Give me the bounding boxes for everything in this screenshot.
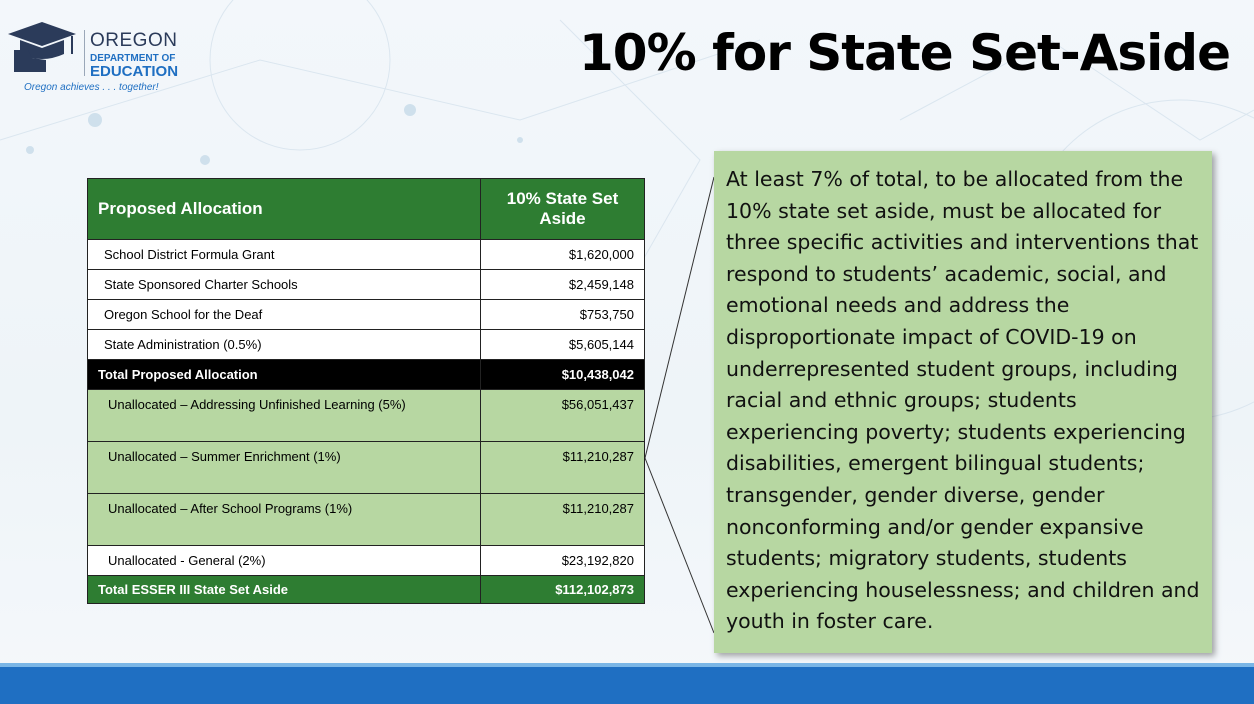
table-row <box>88 330 645 360</box>
logo-dept-name: DEPARTMENT OF <box>90 53 176 64</box>
table-row <box>88 240 645 270</box>
header-state-set-aside: 10% State Set Aside <box>481 179 645 240</box>
total-proposed-row <box>88 360 645 390</box>
row-value: $23,192,820 <box>481 546 645 576</box>
row-value: $753,750 <box>481 300 645 330</box>
row-label: Oregon School for the Deaf <box>88 300 481 330</box>
row-label: School District Formula Grant <box>88 240 481 270</box>
allocation-table <box>87 178 645 604</box>
table-row <box>88 300 645 330</box>
slide-title: 10% for State Set-Aside <box>579 24 1230 82</box>
row-label: Unallocated – After School Programs (1%) <box>88 494 481 546</box>
row-value: $56,051,437 <box>481 390 645 442</box>
row-label: Unallocated – Addressing Unfinished Learning (5%) <box>88 390 481 442</box>
callout-box <box>714 151 1212 653</box>
row-value: $11,210,287 <box>481 442 645 494</box>
table-header-row <box>88 179 645 240</box>
logo-tagline: Oregon achieves . . . together! <box>24 82 159 93</box>
logo-edu-name: EDUCATION <box>90 63 179 80</box>
grand-total-row <box>88 576 645 604</box>
header-proposed-allocation: Proposed Allocation <box>88 179 481 240</box>
row-value: $5,605,144 <box>481 330 645 360</box>
unallocated-row <box>88 442 645 494</box>
grand-total-value: $112,102,873 <box>481 576 645 604</box>
unallocated-general-row <box>88 546 645 576</box>
footer-bar <box>0 667 1254 704</box>
oregon-doe-logo <box>6 16 181 93</box>
row-label: State Sponsored Charter Schools <box>88 270 481 300</box>
row-label: Unallocated - General (2%) <box>88 546 481 576</box>
table-row <box>88 270 645 300</box>
row-label: State Administration (0.5%) <box>88 330 481 360</box>
logo-org-name: OREGON <box>90 30 178 51</box>
grand-total-label: Total ESSER III State Set Aside <box>88 576 481 604</box>
unallocated-row <box>88 390 645 442</box>
row-value: $11,210,287 <box>481 494 645 546</box>
total-value: $10,438,042 <box>481 360 645 390</box>
row-label: Unallocated – Summer Enrichment (1%) <box>88 442 481 494</box>
row-value: $1,620,000 <box>481 240 645 270</box>
unallocated-row <box>88 494 645 546</box>
callout-text: At least 7% of total, to be allocated from the 10% state set aside, must be allocated for three specific activities and interventions that respond to students’ academic, social, and emotional needs and address the disproportionate impact of COVID-19 on underrepresented student groups, including racial and ethnic groups; students experiencing poverty; students experiencing disabilities, emergent bilingual students; transgender, gender diverse, gender nonconforming and/or gender expansive students; migratory students, students experiencing houselessness; and children and youth in foster care. <box>726 167 1200 634</box>
row-value: $2,459,148 <box>481 270 645 300</box>
total-label: Total Proposed Allocation <box>88 360 481 390</box>
logo-divider <box>84 30 85 76</box>
graduation-cap-icon <box>6 16 78 76</box>
